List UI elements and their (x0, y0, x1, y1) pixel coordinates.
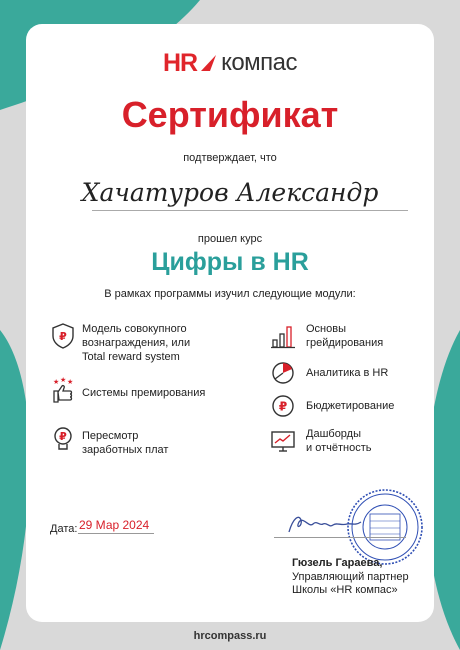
ruble-bulb-icon (50, 425, 76, 453)
module-item-dashboards (270, 427, 371, 455)
svg-text:★: ★ (60, 377, 67, 384)
recipient-name: Хачатуров Александр (81, 178, 379, 207)
name-underline (92, 210, 408, 211)
compass-arrow-icon (198, 52, 220, 74)
module-label: Основы грейдирования (306, 323, 384, 349)
logo-kompas-text: компас (221, 49, 298, 76)
bar-chart-icon (270, 322, 296, 350)
certificate-title: Сертификат (121, 94, 339, 135)
logo-hr-text: HR (162, 48, 198, 77)
company-seal-stamp (346, 488, 424, 566)
module-label: Системы премирования (82, 387, 206, 399)
hr-kompas-logo (0, 48, 460, 78)
svg-text:₽: ₽ (59, 430, 67, 443)
ruble-coin-icon (270, 392, 296, 420)
modules-intro: В рамках программы изучил следующие модули: (104, 288, 356, 300)
signature-line (274, 537, 406, 538)
module-item-bonus-systems (50, 377, 205, 405)
thumbs-up-stars-icon (50, 377, 76, 405)
module-label: Пересмотр заработных плат (82, 430, 169, 456)
module-item-budgeting (270, 392, 394, 420)
pie-chart-icon (270, 359, 296, 387)
signer-name: Гюзель Гараева, (292, 557, 383, 569)
svg-text:₽: ₽ (278, 399, 288, 414)
confirms-text: подтверждает, что (183, 152, 277, 164)
module-label: Модель совокупного вознаграждения, или Total reward system (82, 323, 191, 363)
module-label: Дашборды и отчётность (306, 428, 372, 454)
date-value: 29 Мар 2024 (79, 518, 150, 532)
course-name: Цифры в HR (151, 248, 309, 276)
footer-website: hrcompass.ru (193, 630, 267, 642)
module-item-grading (270, 322, 383, 350)
date-underline (78, 533, 154, 534)
svg-text:★: ★ (67, 379, 74, 386)
date-label: Дата: (50, 523, 78, 535)
module-label: Аналитика в HR (306, 367, 389, 379)
dashboard-monitor-icon (270, 427, 296, 455)
module-item-salary-review (50, 425, 168, 457)
passed-course-text: прошел курс (197, 233, 263, 245)
svg-text:★: ★ (53, 379, 60, 386)
module-label: Бюджетирование (306, 400, 395, 412)
svg-text:₽: ₽ (59, 330, 67, 343)
module-item-hr-analytics (270, 359, 388, 387)
shield-ruble-icon (50, 322, 76, 350)
module-item-total-reward (50, 322, 190, 364)
signer-role: Управляющий партнер Школы «HR компас» (292, 571, 409, 596)
